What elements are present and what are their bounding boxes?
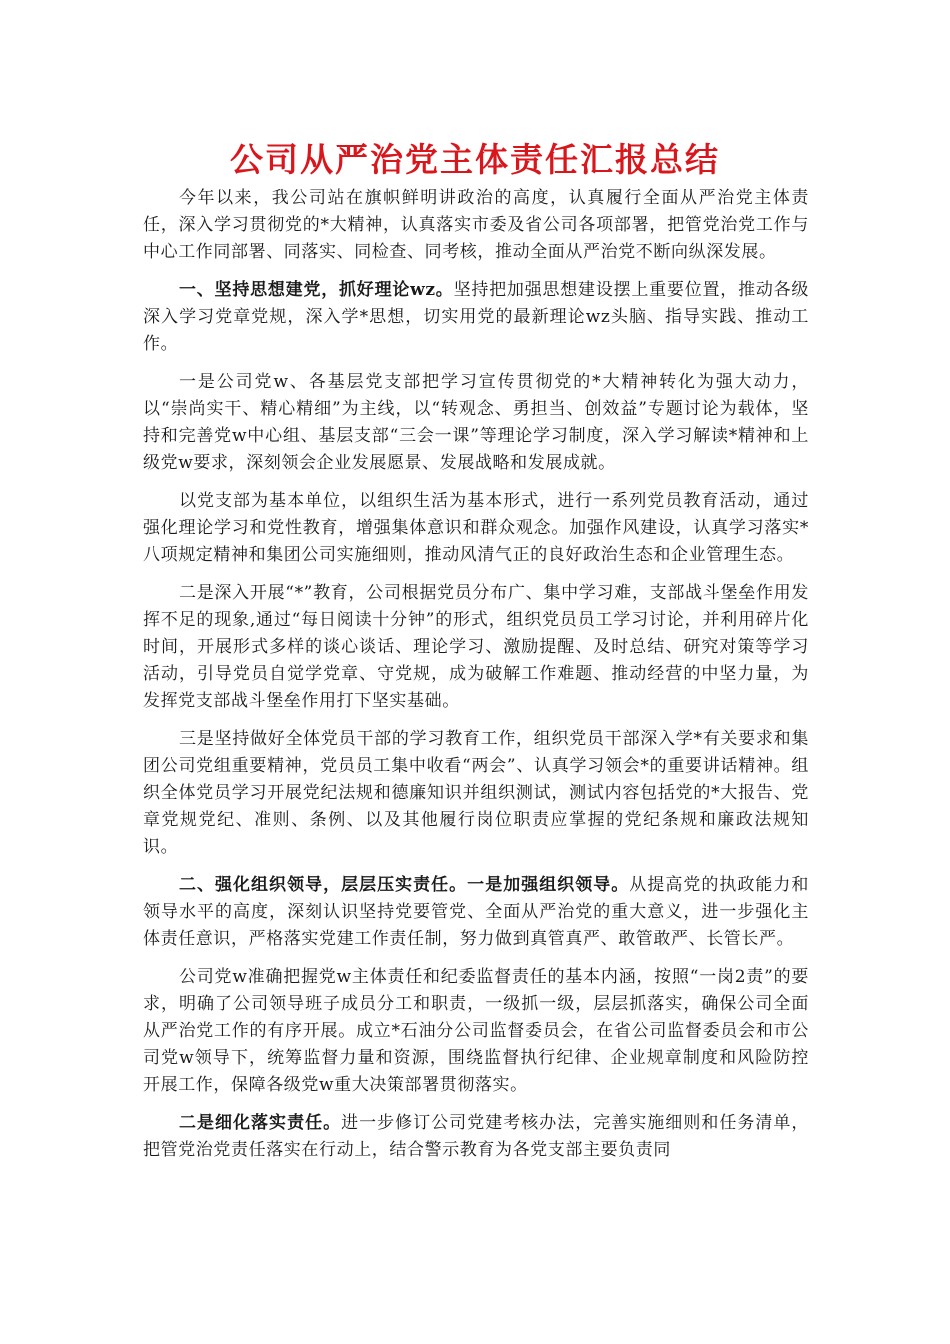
paragraph — [143, 1110, 809, 1164]
paragraph — [143, 185, 809, 266]
paragraph-text: 三是坚持做好全体党员干部的学习教育工作，组织党员干部深入学*有关要求和集团公司党组重要精神，党员员工集中收看“两会”、认真学习领会*的重要讲话精神。组织全体党员学习开展党纪法规和德廉知识并组织测试，测试内容包括党的*大报告、党章党规党纪、准则、条例、以及其他履行岗位职责应掌握的党纪条规和廉政法规知识。 — [143, 729, 809, 857]
paragraph-text: 二是深入开展“*”教育，公司根据党员分布广、集中学习难，支部战斗堡垒作用发挥不足的现象,通过“每日阅读十分钟”的形式，组织党员员工学习讨论，并利用碎片化时间，开展形式多样的谈心谈话、理论学习、激励提醒、及时总结、研究对策等学习活动，引导党员自觉学党章、守党规，成为破解工作难题、推动经营的中坚力量，为发挥党支部战斗堡垒作用打下坚实基础。 — [143, 583, 809, 711]
paragraph-text: 进一步修订公司党建考核办法，完善实施细则和任务清单，把管党治党责任落实在行动上，结合警示教育为各党支部主要负责同 — [143, 1113, 809, 1160]
paragraph-text: 一是公司党w、各基层党支部把学习宣传贯彻党的*大精神转化为强大动力，以“崇尚实干、精心精细”为主线，以“转观念、勇担当、创效益”专题讨论为载体，坚持和完善党w中心组、基层支部“三会一课”等理论学习制度，深入学习解读*精神和上级党w要求，深刻领会企业发展愿景、发展战略和发展成就。 — [143, 372, 809, 473]
paragraph-text: 公司党w准确把握党w主体责任和纪委监督责任的基本内涵，按照“一岗2责”的要求，明确了公司领导班子成员分工和职责，一级抓一级，层层抓落实，确保公司全面从严治党工作的有序开展。成立*石油分公司监督委员会，在省公司监督委员会和市公司党w领导下，统筹监督力量和资源，围绕监督执行纪律、企业规章制度和风险防控开展工作，保障各级党w重大决策部署贯彻落实。 — [143, 967, 809, 1095]
paragraph — [143, 580, 809, 715]
paragraph — [143, 726, 809, 861]
paragraph-text: 今年以来，我公司站在旗帜鲜明讲政治的高度，认真履行全面从严治党主体责任，深入学习贯彻党的*大精神，认真落实市委及省公司各项部署，把管党治党工作与中心工作同部署、同落实、同检查、同考核，推动全面从严治党不断向纵深发展。 — [143, 188, 809, 262]
paragraph-text: 以党支部为基本单位，以组织生活为基本形式，进行一系列党员教育活动，通过强化理论学习和党性教育，增强集体意识和群众观念。加强作风建设，认真学习落实*八项规定精神和集团公司实施细则，推动风清气正的良好政治生态和企业管理生态。 — [143, 491, 809, 565]
subsection-heading: 二是细化落实责任。 — [179, 1113, 342, 1133]
paragraph-text: 从提高党的执政能力和领导水平的高度，深刻认识坚持党要管党、全面从严治党的重大意义，进一步强化主体责任意识，严格落实党建工作责任制，努力做到真管真严、敢管敢严、长管长严。 — [143, 875, 810, 949]
paragraph-text: 坚持把加强思想建设摆上重要位置，推动各级深入学习党章党规，深入学*思想，切实用党的最新理论wz头脑、指导实践、推动工作。 — [143, 280, 810, 354]
paragraph — [143, 277, 809, 358]
document-body — [143, 185, 809, 1175]
paragraph — [143, 369, 809, 477]
paragraph — [143, 488, 809, 569]
paragraph — [143, 872, 809, 953]
paragraph — [143, 964, 809, 1099]
section-heading: 二、强化组织领导，层层压实责任。一是加强组织领导。 — [179, 875, 630, 895]
section-heading: 一、坚持思想建党，抓好理论wz。 — [179, 280, 454, 300]
document-title: 公司从严治党主体责任汇报总结 — [230, 140, 720, 179]
